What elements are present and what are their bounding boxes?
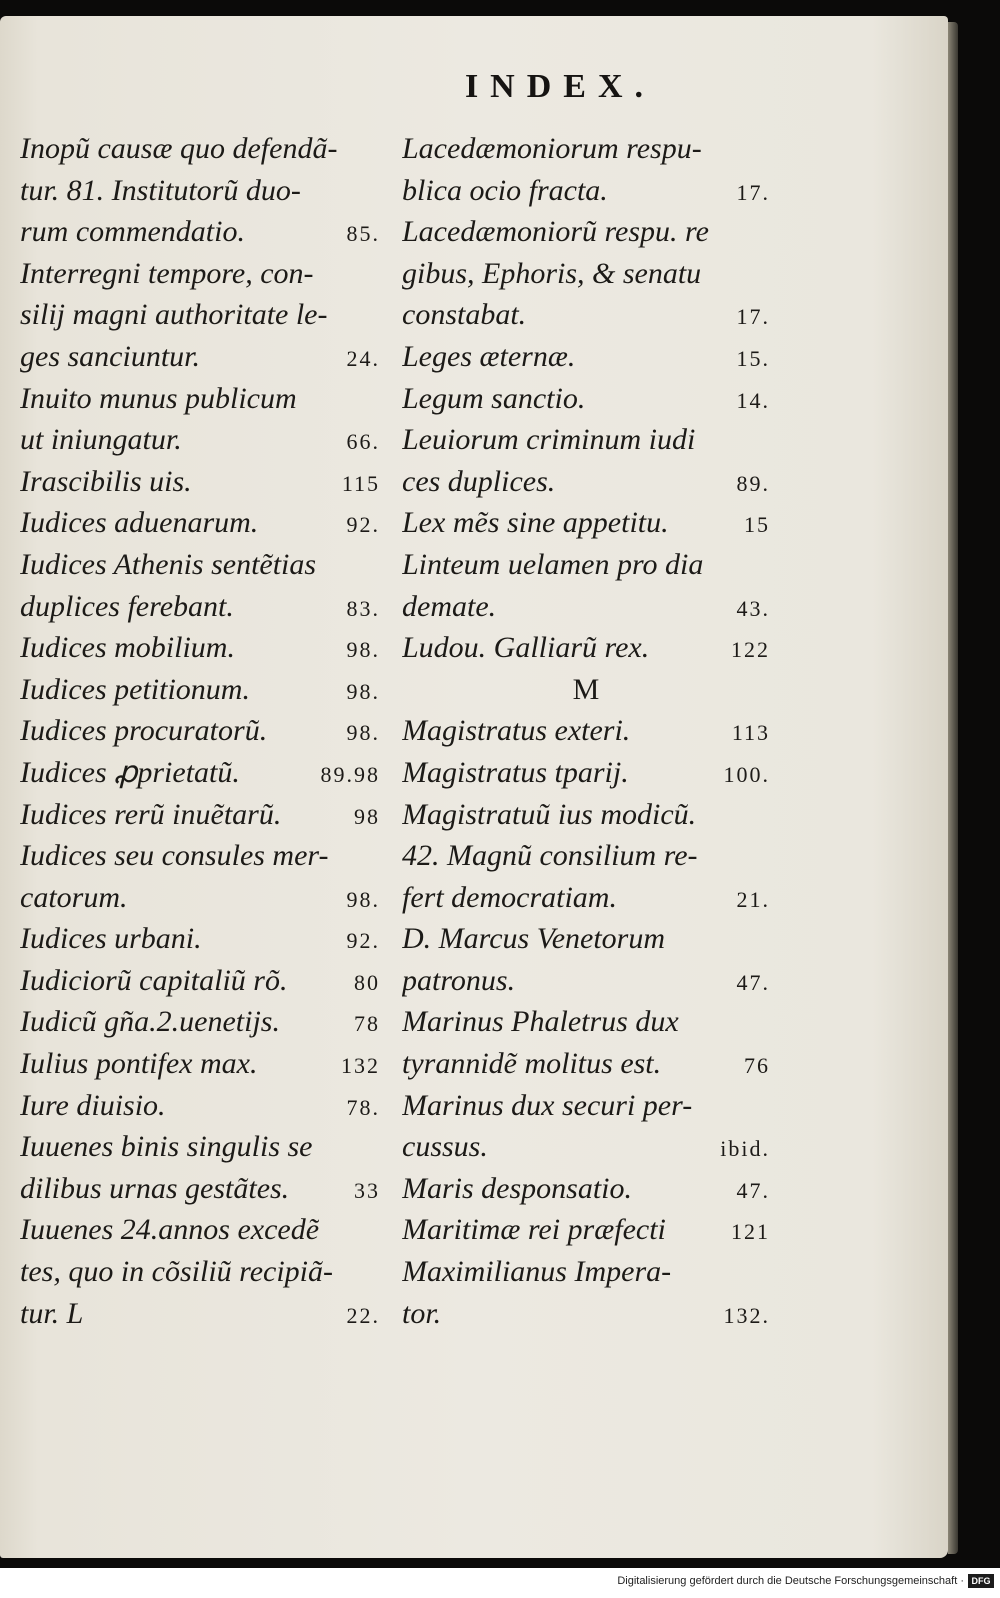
index-entry — [402, 502, 770, 544]
entry-text: Iudices urbani. — [20, 922, 202, 956]
index-entry — [20, 586, 380, 628]
entry-text: Iure diuisio. — [20, 1088, 166, 1122]
entry-text: Maris desponsatio. — [402, 1171, 633, 1205]
index-entry — [402, 835, 770, 877]
entry-page-number: 17. — [736, 304, 770, 330]
index-entry — [402, 1168, 770, 1210]
entry-text: Iudices rerũ inuẽtarũ. — [20, 797, 282, 831]
entry-page-number: 15. — [736, 345, 770, 371]
index-entry — [402, 627, 770, 669]
entry-text: duplices ferebant. — [20, 589, 234, 623]
entry-text: Iudicũ gña.2.uenetijs. — [20, 1005, 280, 1039]
index-entry — [20, 794, 380, 836]
index-entry — [402, 211, 770, 253]
index-entry — [20, 461, 380, 503]
entry-text: Lex mẽs sine appetitu. — [402, 506, 669, 540]
index-entry — [20, 170, 380, 212]
entry-text: Linteum uelamen pro dia — [402, 547, 704, 581]
entry-text: Iudices mobilium. — [20, 631, 235, 665]
index-entry — [20, 128, 380, 170]
index-entry — [402, 1293, 770, 1335]
index-entry — [20, 918, 380, 960]
entry-page-number: 15 — [744, 512, 770, 538]
index-entry — [402, 1126, 770, 1168]
entry-page-number: 122 — [731, 637, 770, 663]
entry-text: Lacedæmoniorũ respu. re — [402, 215, 709, 249]
index-entry — [402, 294, 770, 336]
entry-text: Maritimæ rei præfecti — [402, 1213, 666, 1247]
entry-text: Magistratus tparij. — [402, 755, 629, 789]
entry-text: ces duplices. — [402, 464, 556, 498]
entry-page-number: 98. — [346, 720, 380, 746]
entry-page-number: 78 — [354, 1011, 380, 1037]
index-entry — [20, 627, 380, 669]
entry-text: tyrannidẽ molitus est. — [402, 1047, 662, 1081]
index-entry — [20, 419, 380, 461]
entry-page-number: 66. — [346, 429, 380, 455]
index-entry — [402, 1251, 770, 1293]
entry-page-number: 92. — [346, 928, 380, 954]
index-entry — [20, 544, 380, 586]
entry-page-number: 47. — [736, 1177, 770, 1203]
index-entry — [402, 253, 770, 295]
entry-text: tes, quo in cõsiliũ recipiã- — [20, 1255, 334, 1289]
entry-page-number: 132. — [723, 1302, 770, 1328]
entry-text: Iudices seu consules mer- — [20, 839, 329, 873]
entry-text: Iudices procuratorũ. — [20, 714, 268, 748]
entry-text: catorum. — [20, 880, 128, 914]
footer-bar — [0, 1568, 1000, 1598]
entry-text: Inuito munus publicum — [20, 381, 297, 415]
entry-text: Iudices petitionum. — [20, 672, 250, 706]
left-index-column — [20, 128, 380, 1334]
entry-text: Leuiorum criminum iudi — [402, 423, 696, 457]
entry-page-number: 89.98 — [320, 761, 380, 787]
entry-text: Lacedæmoniorum respu- — [402, 132, 702, 165]
entry-page-number: 78. — [346, 1094, 380, 1120]
index-entry — [20, 960, 380, 1002]
index-entry — [402, 1085, 770, 1127]
entry-text: 42. Magnũ consilium re- — [402, 839, 698, 873]
entry-text: Magistratuũ ius modicũ. — [402, 797, 697, 831]
index-entry — [20, 336, 380, 378]
index-entry — [402, 1043, 770, 1085]
entry-page-number: 115 — [341, 470, 380, 496]
entry-page-number: 24. — [346, 345, 380, 371]
entry-text: patronus. — [402, 963, 516, 997]
index-entry — [20, 1209, 380, 1251]
entry-text: fert democratiam. — [402, 880, 617, 914]
entry-text: demate. — [402, 589, 497, 623]
index-entry — [402, 918, 770, 960]
index-entry — [20, 710, 380, 752]
index-entry — [402, 794, 770, 836]
page-title: INDEX. — [464, 68, 656, 105]
page-edge — [948, 22, 958, 1554]
entry-page-number: 83. — [346, 595, 380, 621]
entry-text: Iudices aduenarum. — [20, 506, 259, 540]
index-entry — [402, 336, 770, 378]
index-entry — [20, 502, 380, 544]
index-entry — [402, 419, 770, 461]
entry-text: Irascibilis uis. — [20, 464, 192, 498]
index-entry — [20, 1168, 380, 1210]
entry-text: Iuuenes 24.annos excedẽ — [20, 1213, 320, 1247]
index-entry — [402, 710, 770, 752]
entry-text: Iudices Athenis sentẽtias — [20, 547, 317, 581]
index-entry — [402, 752, 770, 794]
entry-text: Legum sanctio. — [402, 381, 586, 415]
entry-text: tur. L — [20, 1296, 84, 1330]
index-entry — [20, 1293, 380, 1335]
index-entry — [20, 378, 380, 420]
entry-text: rum commendatio. — [20, 215, 245, 249]
index-entry — [20, 1126, 380, 1168]
index-entry — [402, 669, 770, 711]
entry-page-number: 14. — [736, 387, 770, 413]
entry-page-number: 98. — [346, 678, 380, 704]
index-entry — [402, 586, 770, 628]
entry-text: Iuuenes binis singulis se — [20, 1130, 313, 1164]
index-entry — [402, 960, 770, 1002]
entry-page-number: 100. — [723, 761, 770, 787]
entry-page-number: 80 — [354, 969, 380, 995]
index-entry — [20, 877, 380, 919]
entry-page-number: 98 — [354, 803, 380, 829]
entry-page-number: 132 — [341, 1053, 380, 1079]
index-entry — [20, 1001, 380, 1043]
funding-credit: Digitalisierung gefördert durch die Deutsche Forschungsgemeinschaft · — [617, 1575, 964, 1587]
entry-page-number: 89. — [736, 470, 770, 496]
index-entry — [402, 1001, 770, 1043]
index-entry — [20, 211, 380, 253]
index-entry — [20, 752, 380, 794]
entry-page-number: 43. — [736, 595, 770, 621]
entry-page-number: 47. — [736, 969, 770, 995]
entry-page-number: 33 — [354, 1177, 380, 1203]
index-entry — [20, 835, 380, 877]
entry-text: Maximilianus Impera- — [402, 1255, 672, 1289]
entry-text: gibus, Ephoris, & senatu — [402, 256, 702, 290]
entry-text: ges sanciuntur. — [20, 339, 200, 373]
entry-text: Iudiciorũ capitaliũ rõ. — [20, 963, 288, 997]
entry-text: Iudices ꝓprietatũ. — [20, 755, 240, 789]
entry-page-number: 76 — [744, 1053, 770, 1079]
index-entry — [20, 1251, 380, 1293]
entry-page-number: 17. — [736, 179, 770, 205]
entry-text: Ludou. Galliarũ rex. — [402, 631, 650, 665]
entry-text: Marinus dux securi per- — [402, 1088, 693, 1122]
entry-text: D. Marcus Venetorum — [402, 922, 666, 956]
right-index-column — [402, 128, 770, 1334]
index-entry — [20, 253, 380, 295]
index-entry — [402, 544, 770, 586]
entry-page-number: 98. — [346, 886, 380, 912]
entry-page-number: 113 — [731, 720, 770, 746]
entry-page-number: 98. — [346, 637, 380, 663]
entry-text: M — [572, 672, 600, 706]
entry-text: Marinus Phaletrus dux — [402, 1005, 679, 1039]
index-entry — [402, 461, 770, 503]
index-entry — [20, 294, 380, 336]
entry-page-number: ibid. — [720, 1136, 770, 1162]
index-entry — [402, 877, 770, 919]
entry-page-number: 21. — [736, 886, 770, 912]
entry-text: Leges æternæ. — [402, 339, 576, 373]
entry-text: constabat. — [402, 298, 527, 332]
index-entry — [20, 1085, 380, 1127]
index-entry — [402, 170, 770, 212]
entry-text: tor. — [402, 1296, 442, 1330]
entry-page-number: 92. — [346, 512, 380, 538]
index-entry — [402, 378, 770, 420]
entry-text: dilibus urnas gestãtes. — [20, 1171, 290, 1205]
dfg-logo: DFG — [968, 1574, 994, 1588]
entry-text: Inopũ causæ quo defendã- — [20, 132, 338, 165]
entry-text: Iulius pontifex max. — [20, 1047, 258, 1081]
page-header — [0, 68, 1000, 106]
entry-text: silij magni authoritate le- — [20, 298, 328, 332]
index-entry — [20, 1043, 380, 1085]
index-entry — [402, 1209, 770, 1251]
entry-page-number: 121 — [731, 1219, 770, 1245]
entry-text: ut iniungatur. — [20, 423, 182, 457]
entry-text: Interregni tempore, con- — [20, 256, 314, 290]
index-entry — [20, 669, 380, 711]
index-entry — [402, 128, 770, 170]
entry-text: Magistratus exteri. — [402, 714, 631, 748]
entry-text: blica ocio fracta. — [402, 173, 608, 207]
entry-page-number: 85. — [346, 221, 380, 247]
entry-page-number: 22. — [346, 1302, 380, 1328]
entry-text: tur. 81. Institutorũ duo- — [20, 173, 301, 207]
entry-text: cussus. — [402, 1130, 488, 1164]
